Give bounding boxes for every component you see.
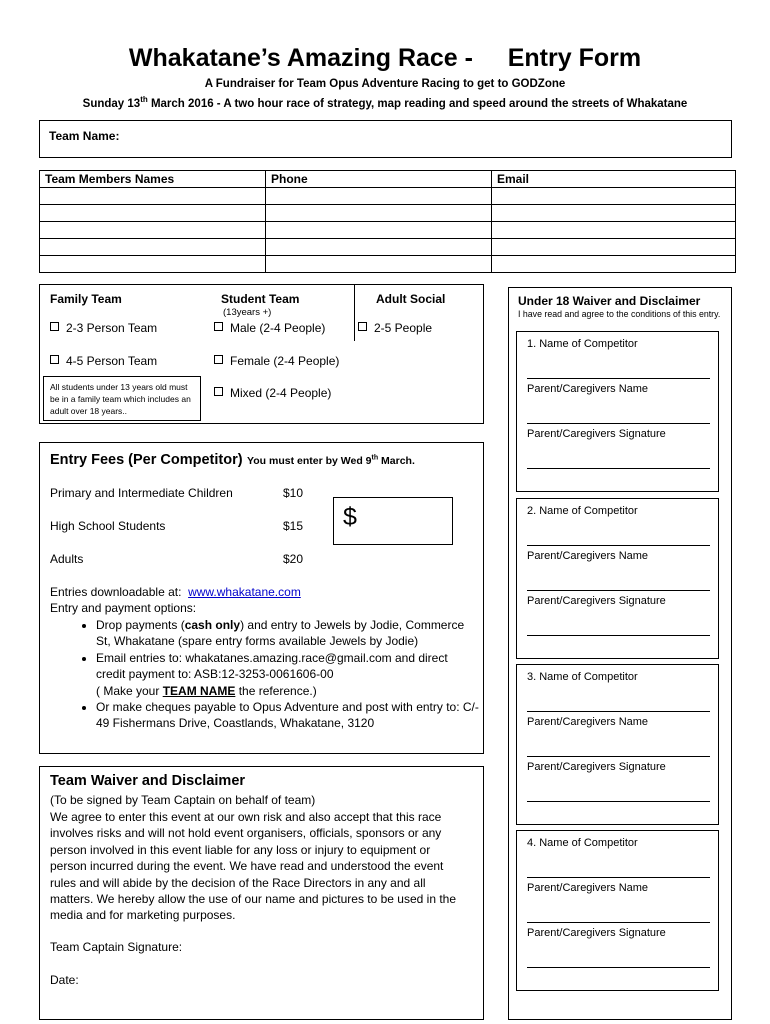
competitor-name-label: 4. Name of Competitor — [527, 837, 638, 849]
fee-price-adults: $20 — [283, 552, 304, 566]
checkbox-icon[interactable] — [50, 322, 59, 331]
member-email-cell[interactable] — [492, 239, 736, 256]
team-waiver-box — [39, 766, 484, 1020]
table-row[interactable] — [40, 239, 736, 256]
parent-signature-line[interactable] — [527, 468, 710, 469]
column-header-email: Email — [492, 171, 736, 188]
category-divider — [354, 285, 355, 341]
parent-signature-line[interactable] — [527, 635, 710, 636]
under18-waiver-box — [508, 287, 732, 1020]
team-name-label: Team Name: — [49, 129, 120, 143]
parent-name-label: Parent/Caregivers Name — [527, 383, 649, 395]
competitor-name-line[interactable] — [527, 877, 710, 878]
parent-name-line[interactable] — [527, 590, 710, 591]
dollar-sign: $ — [343, 503, 357, 531]
event-date-line: Sunday 13th March 2016 - A two hour race of strategy, map reading and speed around the streets of Whakatane — [82, 95, 688, 110]
page-title: Whakatane’s Amazing Race - Entry Form — [128, 44, 642, 72]
member-name-cell[interactable] — [40, 188, 266, 205]
fee-price-highschool: $15 — [283, 519, 304, 533]
competitor-name-label: 1. Name of Competitor — [527, 338, 638, 350]
member-phone-cell[interactable] — [266, 205, 492, 222]
parent-signature-line[interactable] — [527, 801, 710, 802]
table-header-row — [40, 171, 736, 188]
member-email-cell[interactable] — [492, 205, 736, 222]
checkbox-icon[interactable] — [50, 355, 59, 364]
member-name-cell[interactable] — [40, 256, 266, 273]
downloads-line: Entries downloadable at: www.whakatane.com — [50, 585, 301, 599]
payment-options-label: Entry and payment options: — [50, 601, 197, 615]
checkbox-icon[interactable] — [214, 387, 223, 396]
table-row[interactable] — [40, 188, 736, 205]
page-subtitle: A Fundraiser for Team Opus Adventure Racing to get to GODZone — [204, 78, 566, 90]
competitor-card — [516, 498, 719, 659]
adult-option-2-5[interactable]: 2-5 People — [358, 321, 432, 335]
member-name-cell[interactable] — [40, 205, 266, 222]
entry-fees-box — [39, 442, 484, 754]
payment-option-email: • Email entries to: whakatanes.amazing.race@gmail.com and direct credit payment to: ASB:12-3253-0061606-00 ( Make your TEAM NAME the reference.) — [96, 650, 480, 699]
fee-price-primary: $10 — [283, 486, 304, 500]
column-header-names: Team Members Names — [40, 171, 266, 188]
student-team-age: (13years +) — [223, 307, 272, 318]
student-option-mixed[interactable]: Mixed (2-4 People) — [214, 386, 331, 400]
student-option-female[interactable]: Female (2-4 People) — [214, 354, 339, 368]
entry-fees-heading: Entry Fees (Per Competitor) You must enter by Wed 9th March. — [50, 452, 415, 468]
fee-label-adults: Adults — [50, 552, 84, 566]
payment-option-drop: • Drop payments (cash only) and entry to Jewels by Jodie, Commerce St, Whakatane (spare entry forms available Jewels by Jodie) — [96, 617, 480, 650]
team-waiver-subtitle: (To be signed by Team Captain on behalf of team) — [50, 793, 316, 807]
parent-name-label: Parent/Caregivers Name — [527, 550, 649, 562]
website-link[interactable]: www.whakatane.com — [188, 585, 301, 599]
team-members-table — [39, 170, 736, 273]
column-header-phone: Phone — [266, 171, 492, 188]
team-name-box[interactable] — [39, 120, 732, 158]
parent-signature-label: Parent/Caregivers Signature — [527, 761, 666, 773]
captain-date-label[interactable]: Date: — [50, 973, 79, 987]
competitor-name-line[interactable] — [527, 711, 710, 712]
team-categories-box — [39, 284, 484, 424]
student-team-title: Student Team — [221, 292, 300, 306]
parent-signature-line[interactable] — [527, 967, 710, 968]
under18-intro: I have read and agree to the conditions of this entry. — [518, 309, 721, 319]
member-phone-cell[interactable] — [266, 239, 492, 256]
checkbox-icon[interactable] — [214, 322, 223, 331]
family-team-note: All students under 13 years old must be in a family team which includes an adult over 18 years.. — [43, 376, 201, 421]
team-waiver-title: Team Waiver and Disclaimer — [50, 773, 246, 789]
family-team-title: Family Team — [50, 292, 122, 306]
parent-signature-label: Parent/Caregivers Signature — [527, 428, 666, 440]
competitor-name-line[interactable] — [527, 378, 710, 379]
student-option-male[interactable]: Male (2-4 People) — [214, 321, 325, 335]
member-name-cell[interactable] — [40, 222, 266, 239]
amount-box[interactable] — [333, 497, 453, 545]
competitor-name-label: 2. Name of Competitor — [527, 505, 638, 517]
competitor-card — [516, 664, 719, 825]
payment-option-cheque: • Or make cheques payable to Opus Adventure and post with entry to: C/- 49 Fishermans Drive, Coastlands, Whakatane, 3120 — [96, 699, 480, 732]
member-phone-cell[interactable] — [266, 256, 492, 273]
parent-name-line[interactable] — [527, 423, 710, 424]
family-option-4-5[interactable]: 4-5 Person Team — [50, 354, 157, 368]
adult-social-title: Adult Social — [376, 292, 446, 306]
competitor-card — [516, 331, 719, 492]
parent-name-label: Parent/Caregivers Name — [527, 716, 649, 728]
table-row[interactable] — [40, 222, 736, 239]
table-row[interactable] — [40, 205, 736, 222]
parent-signature-label: Parent/Caregivers Signature — [527, 595, 666, 607]
fee-label-primary: Primary and Intermediate Children — [50, 486, 233, 500]
competitor-card — [516, 830, 719, 991]
member-email-cell[interactable] — [492, 188, 736, 205]
parent-name-label: Parent/Caregivers Name — [527, 882, 649, 894]
fee-label-highschool: High School Students — [50, 519, 166, 533]
member-email-cell[interactable] — [492, 222, 736, 239]
checkbox-icon[interactable] — [214, 355, 223, 364]
parent-signature-label: Parent/Caregivers Signature — [527, 927, 666, 939]
parent-name-line[interactable] — [527, 756, 710, 757]
payment-options-list — [50, 617, 480, 732]
family-option-2-3[interactable]: 2-3 Person Team — [50, 321, 157, 335]
table-row[interactable] — [40, 256, 736, 273]
competitor-name-label: 3. Name of Competitor — [527, 671, 638, 683]
parent-name-line[interactable] — [527, 922, 710, 923]
under18-title: Under 18 Waiver and Disclaimer — [518, 294, 701, 308]
member-name-cell[interactable] — [40, 239, 266, 256]
competitor-name-line[interactable] — [527, 545, 710, 546]
member-email-cell[interactable] — [492, 256, 736, 273]
checkbox-icon[interactable] — [358, 322, 367, 331]
team-waiver-body: We agree to enter this event at our own risk and also accept that this race involves risks and will not hold event organisers, officials, sponsors or any person involved in this event liable for any loss or injury to equipment or person incurred during the event. We have read and understood the event rules and will abide by the decision of the Race Directors in any and all matters. We hereby allow the use of our name and pictures to be used in the media and for marketing purposes. — [50, 810, 457, 923]
member-phone-cell[interactable] — [266, 222, 492, 239]
member-phone-cell[interactable] — [266, 188, 492, 205]
captain-signature-label[interactable]: Team Captain Signature: — [50, 940, 183, 954]
